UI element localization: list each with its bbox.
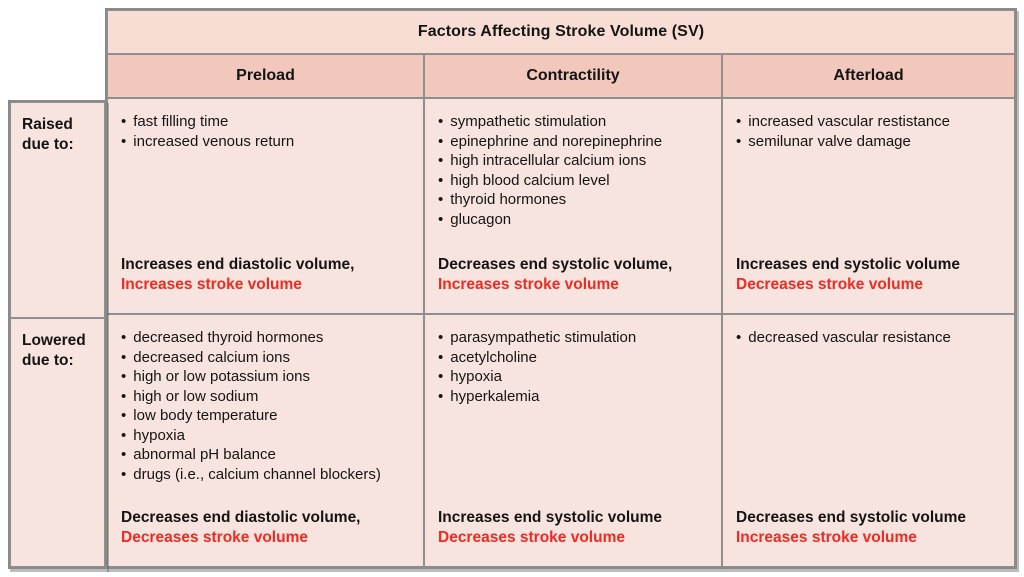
bullet-list (438, 328, 711, 406)
bullet-text: increased vascular restistance (748, 113, 951, 130)
stroke-volume-table (105, 8, 1017, 569)
summary-black-line: Increases end diastolic volume, (121, 256, 355, 273)
cell-raised-preload (107, 98, 424, 314)
bullet-marker: • (438, 113, 444, 130)
row-label-line1: Lowered (22, 332, 86, 349)
cell-raised-contractility (424, 98, 722, 314)
bullet-item (121, 367, 413, 387)
bullet-item (736, 112, 1004, 132)
bullet-marker: • (121, 368, 127, 385)
bullet-text: glucagon (450, 210, 512, 228)
bullet-item (438, 387, 711, 407)
summary-black-line: Increases end systolic volume (736, 256, 960, 273)
bullet-text: decreased vascular resistance (748, 329, 951, 346)
bullet-marker: • (438, 191, 444, 208)
summary-red-line: Increases stroke volume (736, 528, 917, 546)
bullet-item (121, 328, 413, 348)
bullet-marker: • (736, 132, 742, 150)
summary-black-line: Decreases end systolic volume, (438, 256, 673, 273)
bullet-marker: • (438, 368, 444, 385)
bullet-text: epinephrine and norepinephrine (450, 132, 663, 150)
bullet-item (736, 328, 1004, 348)
bullet-marker: • (121, 348, 127, 366)
column-header-preload: Preload (107, 54, 424, 98)
bullet-list (736, 328, 1004, 348)
column-header-afterload: Afterload (722, 54, 1015, 98)
summary-red-line: Decreases stroke volume (736, 275, 923, 293)
bullet-item (121, 348, 413, 368)
bullet-item (438, 190, 711, 210)
summary-red-line: Increases stroke volume (121, 275, 302, 293)
bullet-marker: • (121, 387, 127, 405)
bullet-item (438, 132, 711, 152)
row-label-lowered (10, 318, 105, 567)
bullet-marker: • (121, 329, 127, 346)
bullet-text: acetylcholine (450, 348, 537, 366)
bullet-marker: • (438, 348, 444, 366)
row-label-line2: due to: (22, 136, 74, 153)
bullet-text: fast filling time (133, 113, 229, 130)
cell-summary (736, 255, 1004, 294)
bullet-text: thyroid hormones (450, 191, 567, 208)
summary-red-line: Decreases stroke volume (121, 528, 308, 546)
cell-summary (438, 508, 711, 547)
bullet-marker: • (121, 446, 127, 463)
cell-summary (121, 508, 413, 547)
bullet-text: drugs (i.e., calcium channel blockers) (133, 465, 381, 483)
bullet-text: semilunar valve damage (748, 132, 911, 150)
bullet-text: high or low potassium ions (133, 368, 311, 385)
bullet-item (438, 348, 711, 368)
bullet-marker: • (438, 132, 444, 150)
row-label-raised (10, 102, 105, 318)
bullet-item (121, 387, 413, 407)
bullet-item (438, 328, 711, 348)
bullet-text: low body temperature (133, 407, 278, 424)
summary-red-line: Increases stroke volume (438, 275, 619, 293)
bullet-list (121, 328, 413, 484)
bullet-marker: • (736, 329, 742, 346)
bullet-marker: • (121, 132, 127, 150)
summary-red-line: Decreases stroke volume (438, 528, 625, 546)
bullet-list (121, 112, 413, 151)
bullet-item (438, 112, 711, 132)
summary-black-line: Decreases end diastolic volume, (121, 509, 361, 526)
bullet-item (438, 171, 711, 191)
bullet-item (121, 426, 413, 446)
bullet-text: high intracellular calcium ions (450, 152, 647, 169)
table-title: Factors Affecting Stroke Volume (SV) (107, 10, 1015, 54)
column-header-contractility: Contractility (424, 54, 722, 98)
cell-summary (121, 255, 413, 294)
cell-lowered-afterload (722, 314, 1015, 567)
bullet-text: hypoxia (133, 426, 185, 444)
bullet-marker: • (438, 329, 444, 346)
bullet-marker: • (736, 113, 742, 130)
bullet-text: high or low sodium (133, 387, 259, 405)
cell-lowered-contractility (424, 314, 722, 567)
bullet-marker: • (121, 465, 127, 483)
cell-raised-afterload (722, 98, 1015, 314)
bullet-marker: • (121, 113, 127, 130)
bullet-marker: • (438, 387, 444, 405)
bullet-item (438, 210, 711, 230)
cell-summary (736, 508, 1004, 547)
row-label-line2: due to: (22, 352, 74, 369)
bullet-text: hyperkalemia (450, 387, 540, 405)
bullet-marker: • (438, 152, 444, 169)
bullet-text: abnormal pH balance (133, 446, 276, 463)
bullet-marker: • (121, 407, 127, 424)
bullet-item (736, 132, 1004, 152)
bullet-text: hypoxia (450, 368, 502, 385)
bullet-text: decreased calcium ions (133, 348, 291, 366)
bullet-text: increased venous return (133, 132, 295, 150)
bullet-item (121, 445, 413, 465)
row-label-line1: Raised (22, 116, 73, 133)
bullet-item (438, 151, 711, 171)
row-label-column (8, 100, 107, 569)
cell-lowered-preload (107, 314, 424, 567)
bullet-item (121, 132, 413, 152)
cell-summary (438, 255, 711, 294)
bullet-marker: • (438, 171, 444, 189)
bullet-marker: • (438, 210, 444, 228)
bullet-text: decreased thyroid hormones (133, 329, 324, 346)
bullet-list (438, 112, 711, 229)
bullet-list (736, 112, 1004, 151)
bullet-marker: • (121, 426, 127, 444)
summary-black-line: Increases end systolic volume (438, 509, 662, 526)
bullet-item (438, 367, 711, 387)
bullet-item (121, 406, 413, 426)
bullet-text: sympathetic stimulation (450, 113, 607, 130)
bullet-item (121, 112, 413, 132)
bullet-text: parasympathetic stimulation (450, 329, 637, 346)
summary-black-line: Decreases end systolic volume (736, 509, 967, 526)
bullet-text: high blood calcium level (450, 171, 610, 189)
bullet-item (121, 465, 413, 485)
